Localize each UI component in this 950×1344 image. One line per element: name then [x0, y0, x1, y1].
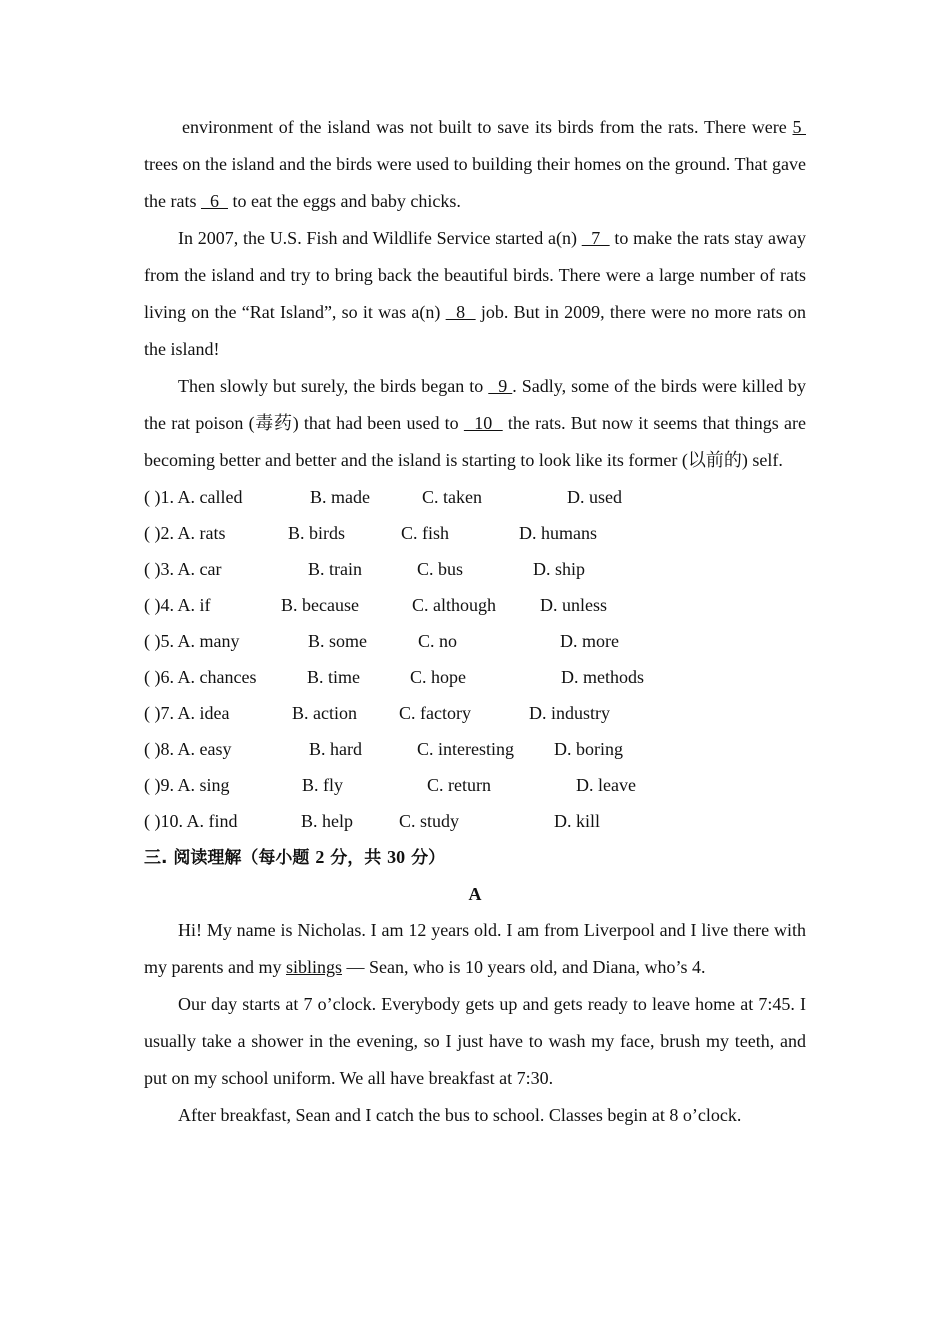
question-row — [144, 659, 806, 695]
text: 2 — [315, 847, 325, 867]
text: . Sadly, some of the birds were killed by the rat poison (毒药) that had been used to — [144, 376, 807, 433]
question-stem: ( )8. A. easy — [144, 739, 232, 759]
option-d: D. more — [560, 631, 619, 651]
question-stem: ( )7. A. idea — [144, 703, 230, 723]
question-list — [144, 479, 806, 839]
blank-5: 5 — [792, 117, 806, 137]
text: to eat the eggs and baby chicks. — [227, 191, 461, 211]
text: 阅读理解（每小题 — [167, 848, 316, 868]
cloze-paragraph-2 — [144, 220, 806, 368]
text: environment of the island was not built to save its birds from the rats. There were — [182, 117, 793, 137]
text: trees on the island and the birds were used to building their homes on the ground. That gave the rats — [144, 154, 806, 211]
option-d: D. industry — [529, 703, 610, 723]
question-stem: ( )10. A. find — [144, 811, 238, 831]
question-stem: ( )1. A. called — [144, 487, 243, 507]
text: 三. — [144, 848, 168, 868]
question-stem: ( )2. A. rats — [144, 523, 226, 543]
option-b: B. time — [307, 667, 360, 687]
option-d: D. ship — [533, 559, 586, 579]
question-row — [144, 587, 806, 623]
option-c: C. no — [418, 631, 458, 651]
question-stem: ( )4. A. if — [144, 595, 211, 615]
passage-label: A — [468, 884, 482, 904]
option-d: D. used — [567, 487, 622, 507]
option-c: C. taken — [422, 487, 482, 507]
option-b: B. action — [292, 703, 357, 723]
option-c: C. factory — [399, 703, 471, 723]
question-row — [144, 731, 806, 767]
blank-10: 10 — [463, 413, 503, 433]
passage-paragraph-1 — [144, 912, 806, 986]
cloze-paragraph-1 — [144, 109, 806, 220]
option-d: D. methods — [561, 667, 644, 687]
option-c: C. although — [412, 595, 496, 615]
option-c: C. bus — [417, 559, 464, 579]
option-c: C. fish — [401, 523, 450, 543]
question-row — [144, 695, 806, 731]
document-page — [144, 109, 806, 1134]
text: job. But in 2009, there were no more rats on the island! — [144, 302, 806, 359]
option-b: B. made — [310, 487, 370, 507]
question-stem: ( )5. A. many — [144, 631, 240, 651]
question-row — [144, 767, 806, 803]
option-b: B. fly — [302, 775, 344, 795]
option-d: D. humans — [519, 523, 597, 543]
option-b: B. some — [308, 631, 368, 651]
text: 分，共 — [324, 848, 388, 868]
option-b: B. hard — [309, 739, 362, 759]
question-row — [144, 623, 806, 659]
option-c: C. hope — [410, 667, 466, 687]
text: to make the rats stay away from the island and try to bring back the beautiful birds. There were a large number of rats living on the “Rat Island”, so it was a(n) — [144, 228, 806, 322]
passage-paragraph-3: After breakfast, Sean and I catch the bus to school. Classes begin at 8 o’clock. — [178, 1105, 742, 1125]
question-stem: ( )6. A. chances — [144, 667, 257, 687]
option-b: B. train — [308, 559, 362, 579]
question-stem: ( )9. A. sing — [144, 775, 230, 795]
option-c: C. interesting — [417, 739, 514, 759]
text: Then slowly but surely, the birds began to — [178, 376, 489, 396]
option-c: C. return — [427, 775, 491, 795]
option-d: D. boring — [554, 739, 623, 759]
text: 分） — [405, 848, 446, 868]
option-d: D. kill — [554, 811, 601, 831]
text: the rats. But now it seems that things are becoming better and better and the island is starting to look like its former (以前的) self. — [144, 413, 806, 470]
underlined-word: siblings — [285, 957, 342, 977]
blank-7: 7 — [581, 228, 610, 248]
passage-paragraph-2: Our day starts at 7 o’clock. Everybody gets up and gets ready to leave home at 7:45. I usually take a shower in the evening, so I just have to wash my face, brush my teeth, and put on my school uniform. We all have breakfast at 7:30. — [144, 994, 806, 1088]
question-row — [144, 515, 806, 551]
text: Hi! My name is Nicholas. I am 12 years old. I am from Liverpool and I live there with my parents and my — [144, 920, 806, 977]
option-b: B. help — [301, 811, 353, 831]
question-row — [144, 551, 806, 587]
text: 30 — [387, 847, 406, 867]
option-b: B. birds — [288, 523, 346, 543]
option-d: D. leave — [576, 775, 636, 795]
option-d: D. unless — [540, 595, 607, 615]
option-c: C. study — [399, 811, 460, 831]
question-stem: ( )3. A. car — [144, 559, 222, 579]
cloze-paragraph-3 — [144, 368, 806, 479]
question-row — [144, 479, 806, 515]
text: — Sean, who is 10 years old, and Diana, who’s 4. — [342, 957, 706, 977]
blank-8: 8 — [445, 302, 476, 322]
option-b: B. because — [281, 595, 359, 615]
blank-9: 9 — [488, 376, 513, 396]
blank-6: 6 — [200, 191, 228, 211]
text: In 2007, the U.S. Fish and Wildlife Service started a(n) — [178, 228, 582, 248]
question-row — [144, 803, 806, 839]
section-heading — [144, 839, 806, 876]
